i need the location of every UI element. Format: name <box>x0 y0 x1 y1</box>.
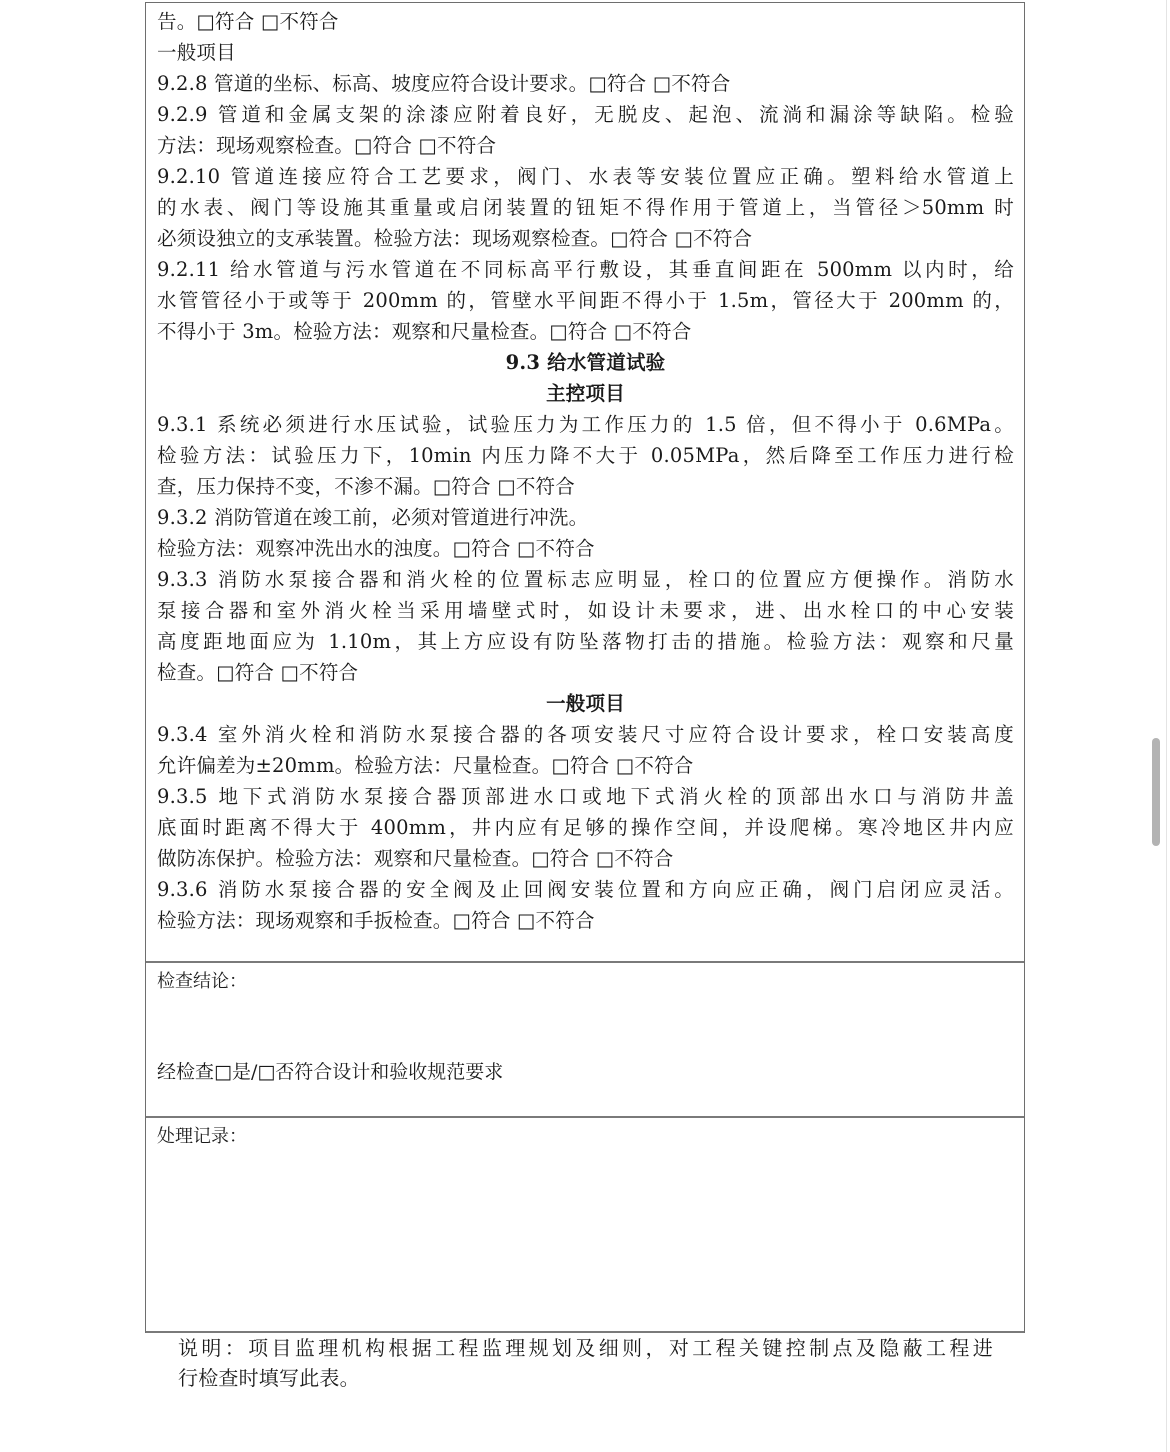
inspection-item-line: 做防冻保护。检验方法：观察和尺量检查。□符合 □不符合 <box>157 847 674 870</box>
inspection-item-line: 泵接合器和室外消火栓当采用墙壁式时，如设计未要求，进、出水栓口的中心安装 <box>157 599 1014 622</box>
inspection-conclusion-cell <box>146 963 1024 1118</box>
inspection-item-line: 检验方法：现场观察和手扳检查。□符合 □不符合 <box>157 909 595 932</box>
conclusion-label: 检查结论： <box>157 971 247 992</box>
inspection-item-line: 查，压力保持不变，不渗不漏。□符合 □不符合 <box>157 475 575 498</box>
inspection-form <box>145 2 1025 1333</box>
inspection-item-line: 底面时距离不得大于 400mm，井内应有足够的操作空间，并设爬梯。寒冷地区井内应 <box>157 816 1014 839</box>
inspection-item-line: 高度距地面应为 1.10m，其上方应设有防坠落物打击的措施。检验方法：观察和尺量 <box>157 630 1014 653</box>
vertical-scrollbar[interactable] <box>1152 738 1160 846</box>
inspection-item-line: 水管管径小于或等于 200mm 的，管壁水平间距不得小于 1.5m，管径大于 200mm 的， <box>157 289 1014 312</box>
inspection-item-line: 9.3.5 地下式消防水泵接合器顶部进水口或地下式消火栓的顶部出水口与消防井盖 <box>157 785 1014 808</box>
section-heading: 9.3 给水管道试验 <box>505 351 666 374</box>
inspection-item-line: 9.3.3 消防水泵接合器和消火栓的位置标志应明显，栓口的位置应方便操作。消防水 <box>157 568 1014 591</box>
inspection-item-line: 的水表、阀门等设施其重量或启闭装置的钮矩不得作用于管道上，当管径＞50mm 时 <box>157 196 1014 219</box>
inspection-item-line: 9.2.10 管道连接应符合工艺要求，阀门、水表等安装位置应正确。塑料给水管道上 <box>157 165 1014 188</box>
inspection-item-line: 9.3.2 消防管道在竣工前，必须对管道进行冲洗。 <box>157 506 589 529</box>
inspection-item-line: 9.2.11 给水管道与污水管道在不同标高平行敷设，其垂直间距在 500mm 以内时，给 <box>157 258 1014 281</box>
section-heading: 主控项目 <box>546 382 625 405</box>
record-label: 处理记录： <box>157 1126 247 1147</box>
inspection-item-line: 允许偏差为±20mm。检验方法：尺量检查。□符合 □不符合 <box>157 754 694 777</box>
viewport-edge <box>1166 0 1167 1452</box>
section-heading: 一般项目 <box>546 692 625 715</box>
inspection-item-line: 检验方法：试验压力下，10min 内压力降不大于 0.05MPa，然后降至工作压力进行检 <box>157 444 1014 467</box>
conclusion-statement[interactable]: 经检查□是/□否符合设计和验收规范要求 <box>157 1061 504 1083</box>
inspection-item-line: 9.2.8 管道的坐标、标高、坡度应符合设计要求。□符合 □不符合 <box>157 72 731 95</box>
inspection-item-line: 9.3.4 室外消火栓和消防水泵接合器的各项安装尺寸应符合设计要求，栓口安装高度 <box>157 723 1014 746</box>
inspection-item-line: 方法：现场观察检查。□符合 □不符合 <box>157 134 497 157</box>
inspection-item-line: 检查。□符合 □不符合 <box>157 661 359 684</box>
inspection-item-line: 9.2.9 管道和金属支架的涂漆应附着良好，无脱皮、起泡、流淌和漏涂等缺陷。检验 <box>157 103 1014 126</box>
inspection-item-line: 一般项目 <box>157 41 236 64</box>
inspection-item-line: 9.3.6 消防水泵接合器的安全阀及止回阀安装位置和方向应正确，阀门启闭应灵活。 <box>157 878 1014 901</box>
note-line: 说明：项目监理机构根据工程监理规划及细则，对工程关键控制点及隐蔽工程进 <box>178 1336 993 1360</box>
inspection-item-line: 检验方法：观察冲洗出水的浊度。□符合 □不符合 <box>157 537 595 560</box>
inspection-item-line: 必须设独立的支承装置。检验方法：现场观察检查。□符合 □不符合 <box>157 227 753 250</box>
inspection-item-line: 不得小于 3m。检验方法：观察和尺量检查。□符合 □不符合 <box>157 320 692 343</box>
inspection-item-line: 告。□符合 □不符合 <box>157 10 339 33</box>
handling-record-cell <box>146 1118 1024 1333</box>
form-note <box>178 1333 993 1393</box>
inspection-item-line: 9.3.1 系统必须进行水压试验，试验压力为工作压力的 1.5 倍，但不得小于 0.6MPa。 <box>157 413 1014 436</box>
note-line: 行检查时填写此表。 <box>178 1366 360 1390</box>
inspection-items-cell <box>146 3 1024 963</box>
